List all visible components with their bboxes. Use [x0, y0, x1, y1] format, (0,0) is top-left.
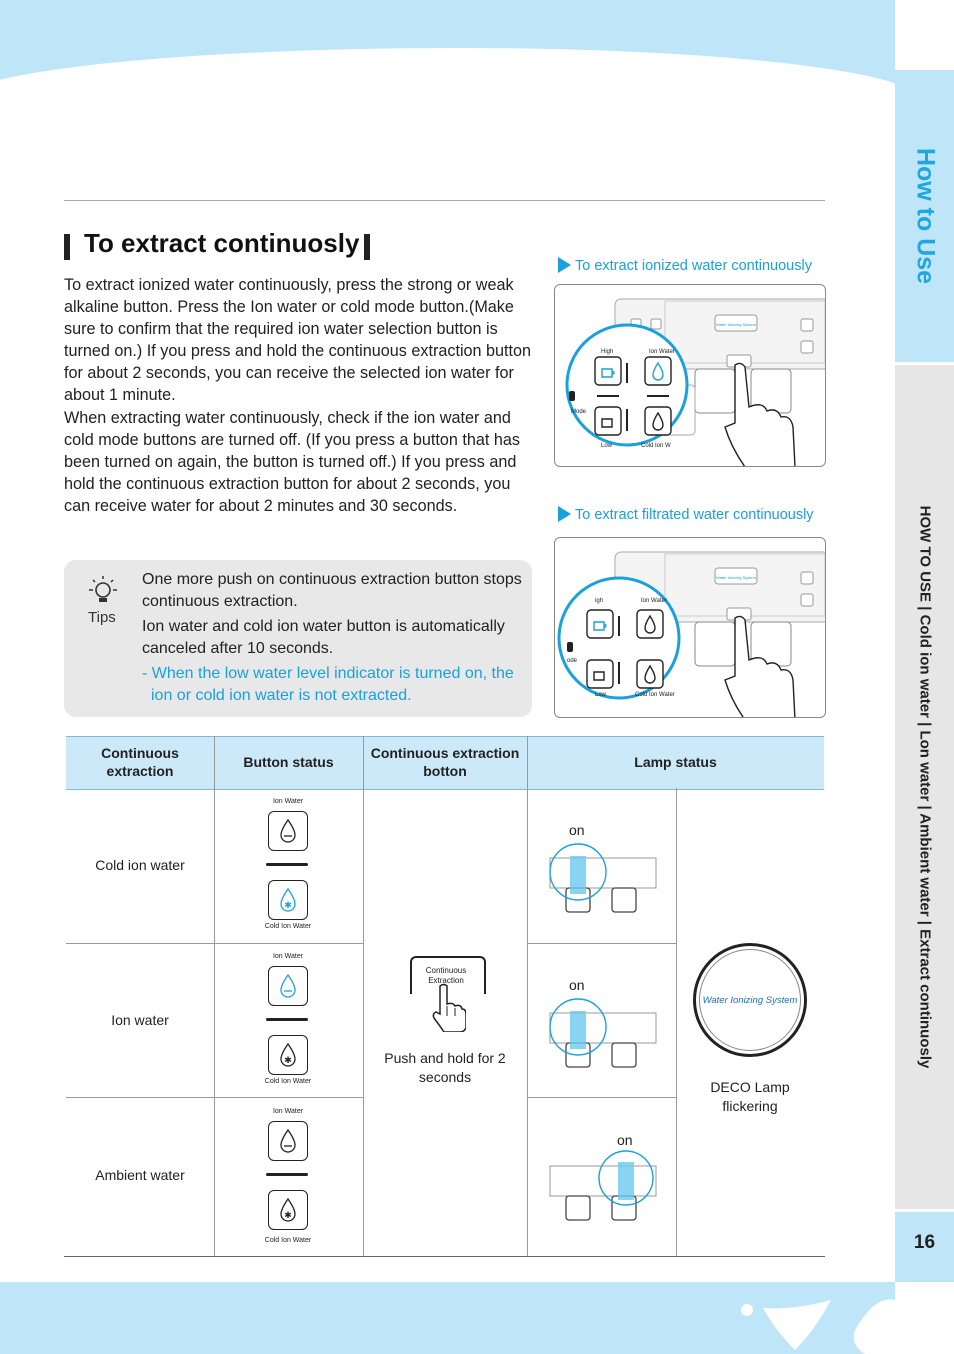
play-icon: [558, 506, 571, 522]
lightbulb-icon: [86, 574, 120, 608]
svg-text:Ion Water: Ion Water: [641, 598, 667, 604]
svg-text:Water Ionizing System: Water Ionizing System: [716, 575, 756, 580]
svg-text:Cold Ion Water: Cold Ion Water: [635, 692, 675, 698]
row-label-ambient-water: Ambient water: [95, 1167, 185, 1183]
th-continuous-extraction-button: Continuous extraction botton: [370, 745, 520, 779]
cold-ion-water-button: [268, 880, 308, 920]
deco-logo-text: Water Ionizing System: [702, 995, 798, 1006]
dispenser-lamp-on: [548, 997, 660, 1069]
second-paragraph: When extracting water continuously, check if the ion water and cold mode buttons are turned off. (If you press a button that has been turned on again, the button is turned off.) If you press and hold the continuous extraction button for about 2 seconds, you can receive water for about 2 minutes and 30 seconds.: [64, 409, 520, 515]
tips-label: Tips: [88, 609, 116, 626]
cold-ion-water-button: [268, 1035, 308, 1075]
figure2-caption: To extract filtrated water continuously: [558, 506, 814, 523]
svg-text:Low: Low: [601, 443, 613, 449]
svg-text:Water Ionizing System: Water Ionizing System: [716, 322, 756, 327]
svg-text:✱: ✱: [284, 1211, 292, 1221]
svg-text:Low: Low: [595, 692, 607, 698]
divider: [64, 200, 825, 201]
deco-lamp-text: DECO Lamp flickering: [710, 1079, 790, 1114]
svg-text:igh: igh: [595, 598, 604, 604]
droplet-decoration-icon: [735, 1290, 895, 1354]
svg-text:Ion Water: Ion Water: [649, 349, 675, 355]
lamp-on-label: on: [569, 977, 585, 993]
row-label-cold-ion-water: Cold ion water: [95, 857, 185, 873]
dispenser-lamp-on: [548, 842, 660, 914]
svg-text:ode: ode: [567, 658, 578, 664]
sidebar-subtitle: HOW TO USE | Cold ion water | Lon water | Ambient water | Extract continuosly: [895, 365, 954, 1209]
ion-water-button: [268, 966, 308, 1006]
th-lamp-status: Lamp status: [634, 754, 717, 770]
heading-bar-right: [364, 234, 370, 260]
intro-paragraph: To extract ionized water continuously, press the strong or weak alkaline button. Press the Ion water or cold mode button.(Make sure to confirm that the required ion water selection button is turned on.) If you press and hold the continuous extraction button for about 2 seconds, you can receive the selected ion water for about 1 minute.: [64, 276, 532, 404]
svg-text:Cold Ion W: Cold Ion W: [641, 443, 671, 449]
figure1-illustration: [554, 284, 826, 467]
sidebar-title: How to Use: [895, 70, 954, 362]
hand-pointer-icon: [430, 982, 466, 1032]
page-title: To extract continuosly: [84, 228, 360, 258]
dispenser-lamp-on: [548, 1150, 660, 1226]
figure1-caption: To extract ionized water continuously: [558, 257, 812, 274]
row-label-ion-water: Ion water: [111, 1012, 169, 1028]
th-button-status: Button status: [243, 754, 334, 770]
push-hold-instruction: Push and hold for 2 seconds: [384, 1050, 506, 1085]
heading-bar-left: [64, 234, 70, 260]
ion-water-button: [268, 1121, 308, 1161]
ion-water-button: [268, 811, 308, 851]
page-number: 16: [895, 1212, 954, 1282]
svg-text:Mode: Mode: [571, 409, 587, 415]
svg-text:High: High: [601, 349, 614, 355]
play-icon: [558, 257, 571, 273]
header-wave: [0, 48, 920, 248]
svg-text:✱: ✱: [284, 1056, 292, 1066]
svg-text:✱: ✱: [284, 901, 292, 911]
figure2-illustration: [554, 537, 826, 718]
deco-lamp: [693, 943, 807, 1057]
lamp-on-label: on: [617, 1132, 633, 1148]
cold-ion-water-button: [268, 1190, 308, 1230]
lamp-on-label: on: [569, 822, 585, 838]
th-continuous-extraction: Continuous extraction: [101, 745, 179, 779]
tips-text: One more push on continuous extraction button stops continuous extraction. Ion water and cold ion water button is automatically canceled after 10 seconds. - When the low water level indicator is turned on, the ion or cold ion water is not extracted.: [142, 571, 522, 704]
